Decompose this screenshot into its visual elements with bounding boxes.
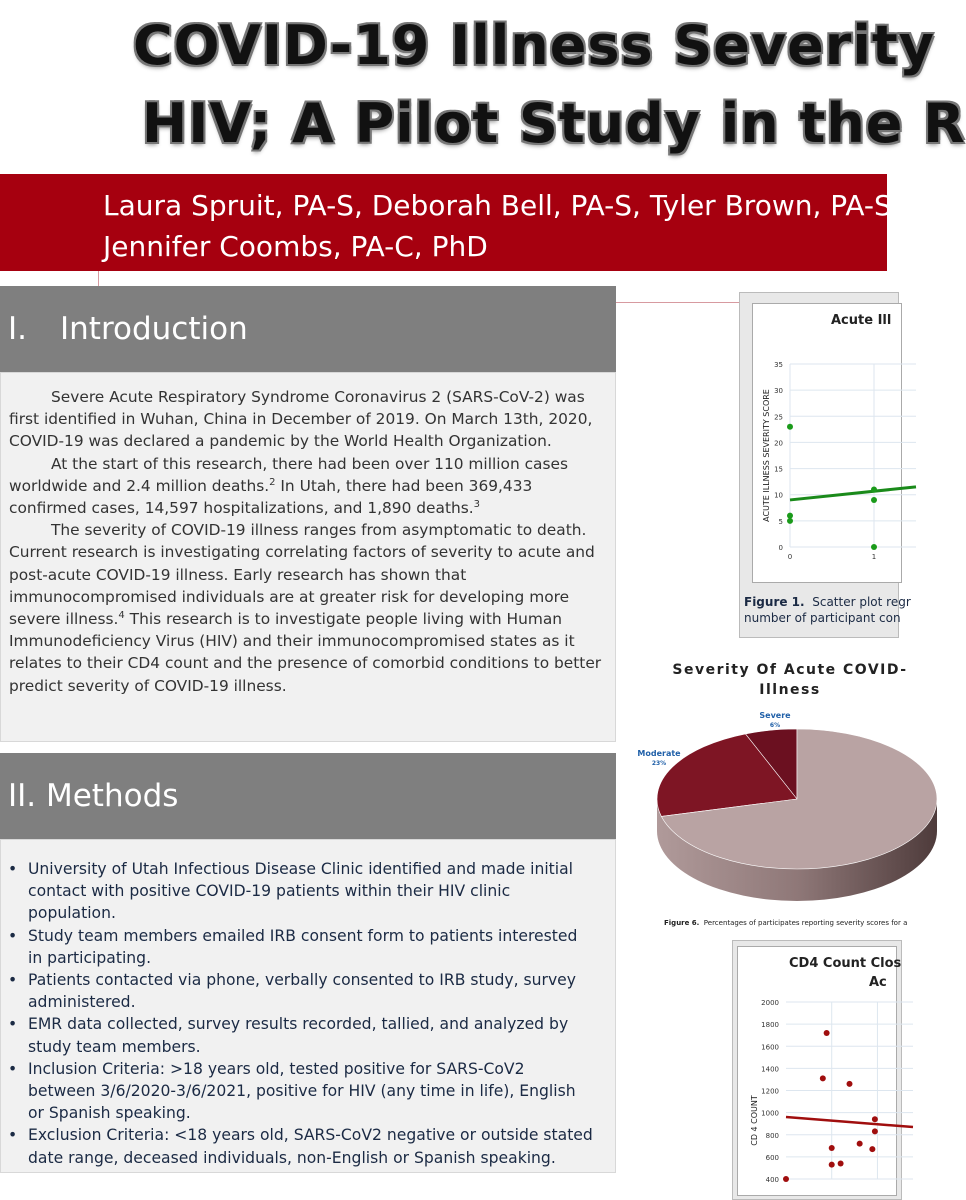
y-tick-label: 1400 (761, 1065, 779, 1074)
y-tick-label: 400 (765, 1176, 779, 1184)
methods-item: • University of Utah Infectious Disease Clinic identified and made initial contact with positive COVID-19 patients within their HIV clinic population. (28, 858, 595, 925)
y-tick-label: 15 (774, 465, 783, 474)
intro-text: This research is to investigate people living with Human Immunodeficiency Virus (HIV) and their immunocompromised states as it relates to their CD4 count and the presence of comorbid conditions to better predict severity of COVID-19 illness. (9, 610, 602, 695)
caption-label: Figure 6. (664, 919, 700, 927)
pie-title-line2: Illness (759, 682, 821, 698)
section-heading: Introduction (60, 311, 248, 347)
section-number: I. (8, 311, 27, 347)
y-tick-label: 1600 (761, 1043, 779, 1052)
data-point (872, 1128, 878, 1134)
methods-item: • Patients contacted via phone, verbally consented to IRB study, survey administered. (28, 969, 595, 1013)
intro-paragraph (9, 386, 607, 453)
intro-paragraph (9, 519, 607, 697)
data-point (871, 497, 877, 503)
data-point (820, 1075, 826, 1081)
data-point (857, 1141, 863, 1147)
data-point (871, 486, 877, 492)
poster-title-line1: COVID-19 Illness Severity (133, 14, 935, 77)
data-point (829, 1162, 835, 1168)
y-tick-label: 600 (765, 1153, 779, 1162)
scatter-plot-cd4 (738, 947, 898, 1197)
section-heading: II. Methods (8, 778, 179, 814)
figure6-caption (664, 919, 907, 927)
trendline (790, 487, 916, 500)
data-point (787, 424, 793, 430)
poster-title-line2: HIV; A Pilot Study in the R (142, 92, 966, 155)
data-point (824, 1030, 830, 1036)
y-tick-label: 1000 (761, 1109, 779, 1118)
intro-paragraph (9, 453, 607, 520)
data-point (838, 1161, 844, 1167)
y-tick-label: 25 (774, 413, 783, 422)
citation: 2 (269, 476, 276, 488)
methods-item: • EMR data collected, survey results recorded, tallied, and analyzed by study team members. (28, 1013, 595, 1057)
y-axis-label: CD 4 COUNT (750, 1095, 759, 1146)
y-tick-label: 800 (765, 1131, 779, 1140)
divider-line (616, 302, 741, 303)
intro-text: Severe Acute Respiratory Syndrome Coronavirus 2 (SARS-CoV-2) was first identified in Wuhan, China in December of 2019. On March 13th, 2020, COVID-19 was declared a pandemic by the World Health Organization. (9, 388, 593, 451)
data-point (787, 518, 793, 524)
figure-cd4-plot-area (737, 946, 902, 1196)
data-point (787, 513, 793, 519)
y-tick-label: 30 (774, 387, 783, 396)
figure1-caption-line2: number of participant con (744, 611, 901, 625)
y-tick-label: 35 (774, 361, 783, 369)
chart-title: Acute Ill (831, 313, 892, 328)
pie-percent: 6% (769, 722, 781, 729)
y-tick-label: 1800 (761, 1021, 779, 1030)
figure1-caption (744, 595, 911, 609)
figure1-plot-area (752, 303, 902, 583)
pie-label: Severe (759, 711, 791, 720)
data-point (872, 1116, 878, 1122)
y-tick-label: 10 (774, 491, 783, 500)
chart-title-line2: Ac (869, 975, 887, 990)
data-point (869, 1146, 875, 1152)
citation: 3 (473, 498, 481, 510)
methods-item: • Exclusion Criteria: <18 years old, SARS-CoV2 negative or outside stated date range, deceased individuals, non-English or Spanish speaking. (28, 1124, 595, 1168)
citation: 4 (118, 609, 125, 621)
y-tick-label: 0 (778, 544, 783, 552)
intro-text: In Utah, there had been 369,433 confirmed cases, 14,597 hospitalizations, and 1,890 deaths. (9, 476, 533, 518)
y-tick-label: 20 (774, 439, 783, 448)
x-tick-label: 0 (787, 553, 793, 561)
intro-text: The severity of COVID-19 illness ranges from asymptomatic to death. Current research is investigating correlating factors of severity to acute and post-acute COVID-19 illness. Early research has shown that immunocompromised individuals are at greater risk for developing more severe illness. (9, 521, 595, 629)
data-point (783, 1176, 789, 1182)
intro-text: At the start of this research, there had been over 110 million cases worldwide and 2.4 million deaths. (9, 454, 568, 495)
pie-percent: 23% (651, 760, 667, 767)
data-point (847, 1081, 853, 1087)
methods-list (7, 858, 595, 1169)
x-tick-label: 1 (871, 553, 877, 561)
chart-title: CD4 Count Clos (789, 956, 902, 971)
pie-label: Moderate (637, 749, 681, 758)
divider-line (98, 271, 99, 286)
introduction-header (0, 286, 616, 372)
caption-text: Scatter plot regr (812, 595, 911, 609)
data-point (829, 1145, 835, 1151)
pie-chart (637, 705, 887, 925)
pie-title (640, 660, 940, 700)
y-axis-label: ACUTE ILLNESS SEVERITY SCORE (762, 389, 771, 522)
y-tick-label: 5 (778, 517, 783, 526)
caption-label: Figure 1. (744, 595, 805, 609)
caption-text: Percentages of participates reporting severity scores for a (703, 919, 908, 927)
introduction-body (0, 372, 616, 742)
methods-item: • Inclusion Criteria: >18 years old, tested positive for SARS-CoV2 between 3/6/2020-3/6/2021, positive for HIV (any time in life), English or Spanish speaking. (28, 1058, 595, 1125)
methods-body (0, 839, 616, 1173)
pie-title-line1: Severity Of Acute COVID- (672, 662, 908, 678)
scatter-plot-1 (753, 304, 903, 584)
trendline (786, 1117, 913, 1127)
data-point (871, 544, 877, 550)
y-tick-label: 2000 (761, 999, 779, 1007)
authors-line1: Laura Spruit, PA-S, Deborah Bell, PA-S, Tyler Brown, PA-S, H (103, 189, 931, 222)
y-tick-label: 1200 (761, 1087, 779, 1096)
methods-header (0, 753, 616, 839)
methods-item: • Study team members emailed IRB consent form to patients interested in participating. (28, 925, 595, 969)
authors-line2: Jennifer Coombs, PA-C, PhD (103, 230, 488, 263)
